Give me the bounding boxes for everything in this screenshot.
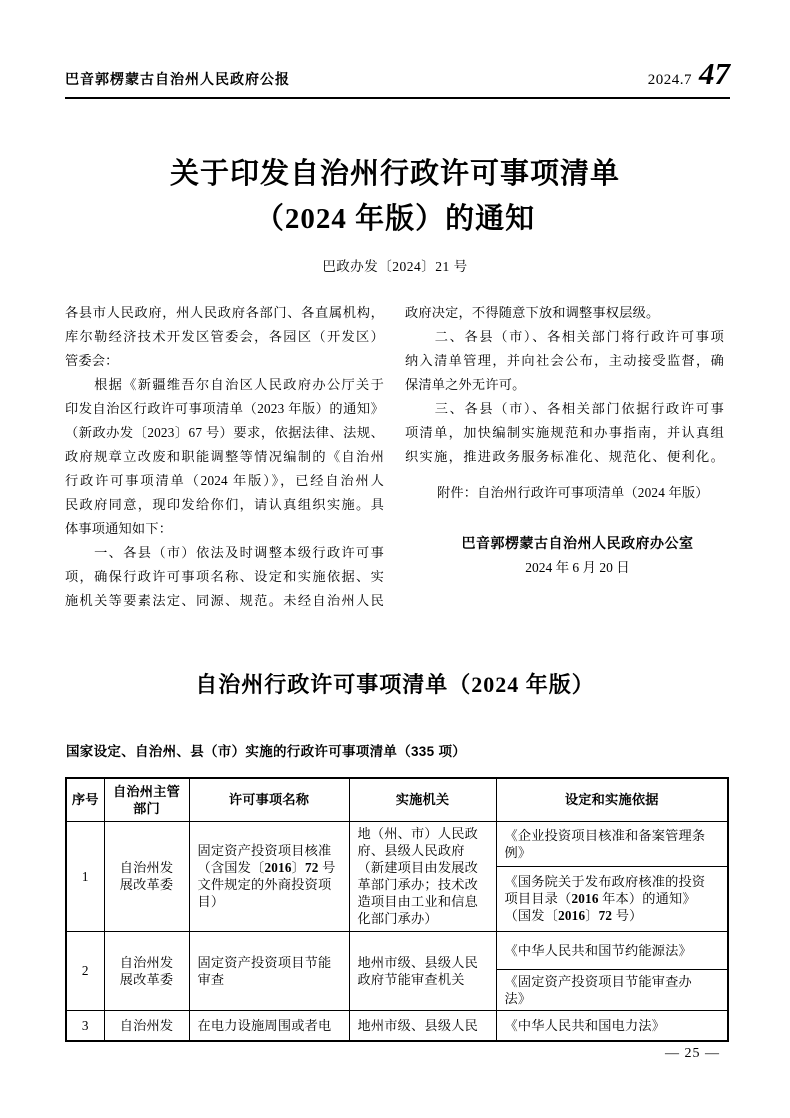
table-caption: 国家设定、自治州、县（市）实施的行政许可事项清单（335 项）: [66, 744, 467, 759]
table-header-cell-1: 序号: [66, 778, 104, 821]
cell-agency-1: 地（州、市）人民政府、县级人民政府（新建项目由发展改革部门承办；技术改造项目由工业和信息化部门承办）: [349, 821, 496, 931]
body-left-line-3: 管委会：: [65, 353, 119, 368]
cell-legal-basis-3-1: 《中华人民共和国电力法》: [496, 1010, 728, 1041]
notice-body-right-column: [405, 301, 724, 613]
body-left-line-6: （新政办发〔2023〕67 号）要求，依据法律、法规、: [65, 425, 384, 440]
cell-item-name-1: 固定资产投资项目核准（含国发〔2016〕72 号文件规定的外商投资项目）: [189, 821, 349, 931]
cell-seq-2: 2: [66, 931, 104, 1010]
issuer-name: 巴音郭楞蒙古自治州人民政府办公室: [461, 535, 694, 551]
cell-department-1: 自治州发展改革委: [104, 821, 189, 931]
page-number: — 25 —: [665, 1046, 720, 1061]
body-left-line-9: 民政府同意，现印发给你们，请认真组织实施。具: [65, 497, 384, 512]
issue-group: [648, 58, 730, 89]
body-left-line-10: 体事项通知如下：: [65, 521, 173, 536]
issued-on-date: 2024 年 6 月 20 日: [525, 560, 630, 575]
body-left-line-5: 印发自治区行政许可事项清单（2023 年版）的通知》: [65, 401, 384, 416]
cell-agency-2: 地州市级、县级人民政府节能审查机关: [349, 931, 496, 1010]
notice-body: [65, 301, 725, 613]
table-header-cell-4: 实施机关: [349, 778, 496, 821]
body-right-line-5: 三、各县（市）、各相关部门依据行政许可事: [405, 401, 724, 416]
cell-item-name-2: 固定资产投资项目节能审查: [189, 931, 349, 1010]
table-row-3: [66, 1010, 728, 1041]
body-right-line-1: 政府决定，不得随意下放和调整事权层级。: [405, 305, 660, 320]
body-right-line-3: 纳入清单管理，并向社会公布，主动接受监督，确: [405, 353, 724, 368]
cell-agency-3: 地州市级、县级人民: [349, 1010, 496, 1041]
list-section-title: 自治州行政许可事项清单（2024 年版）: [195, 672, 595, 697]
body-left-line-1: 各县市人民政府，州人民政府各部门、各直属机构，: [65, 305, 384, 320]
notice-title-line-1: 关于印发自治州行政许可事项清单: [169, 158, 620, 190]
cell-seq-3: 3: [66, 1010, 104, 1041]
table-row-1-1: [66, 821, 728, 866]
notice-body-right-lines: [405, 301, 724, 469]
attachment-line: 附件：自治州行政许可事项清单（2024 年版）: [437, 485, 709, 500]
page-header: [65, 58, 730, 99]
notice-title-line-2: （2024 年版）的通知: [254, 203, 536, 235]
table-header-row: [66, 778, 728, 821]
cell-seq-1: 1: [66, 821, 104, 931]
issue-date: 2024.7: [647, 72, 692, 88]
body-left-line-12: 项，确保行政许可事项名称、设定和实施依据、实: [65, 569, 384, 584]
table-header: [66, 778, 728, 821]
body-right-line-4: 保清单之外无许可。: [405, 377, 526, 392]
table-row-2-1: [66, 931, 728, 969]
journal-title: 巴音郭楞蒙古自治州人民政府公报: [65, 71, 290, 87]
body-right-line-7: 织实施，推进政务服务标准化、规范化、便利化。: [405, 449, 724, 464]
notice-title: [0, 152, 790, 242]
table-header-cell-5: 设定和实施依据: [496, 778, 728, 821]
table-header-cell-3: 许可事项名称: [189, 778, 349, 821]
cell-legal-basis-1-2: 《国务院关于发布政府核准的投资项目目录（2016 年本）的通知》（国发〔2016〕72 号）: [496, 866, 728, 931]
cell-department-2: 自治州发展改革委: [104, 931, 189, 1010]
cell-legal-basis-2-2: 《固定资产投资项目节能审查办法》: [496, 969, 728, 1010]
cell-item-name-3: 在电力设施周围或者电: [189, 1010, 349, 1041]
body-right-line-2: 二、各县（市）、各相关部门将行政许可事项: [405, 329, 724, 344]
doc-number: 巴政办发〔2024〕21 号: [322, 259, 468, 274]
issue-number: 47: [699, 56, 730, 91]
body-left-line-7: 政府规章立改废和职能调整等情况编制的《自治州: [65, 449, 384, 464]
body-left-line-4: 根据《新疆维吾尔自治区人民政府办公厅关于: [65, 377, 384, 392]
body-left-line-13: 施机关等要素法定、同源、规范。未经自治州人民: [65, 593, 384, 608]
cell-legal-basis-1-1: 《企业投资项目核准和备案管理条例》: [496, 821, 728, 866]
cell-legal-basis-2-1: 《中华人民共和国节约能源法》: [496, 931, 728, 969]
body-left-line-2: 库尔勒经济技术开发区管委会，各园区（开发区）: [65, 329, 384, 344]
body-left-line-8: 行政许可事项清单（2024 年版）》，已经自治州人: [65, 473, 384, 488]
body-left-line-11: 一、各县（市）依法及时调整本级行政许可事: [65, 545, 384, 560]
permit-items-table: [65, 777, 729, 1042]
notice-body-left-column: [65, 301, 384, 613]
body-right-line-6: 项清单，加快编制实施规范和办事指南，并认真组: [405, 425, 724, 440]
table-header-cell-2: 自治州主管部门: [104, 778, 189, 821]
table-body: [66, 821, 728, 1041]
cell-department-3: 自治州发: [104, 1010, 189, 1041]
